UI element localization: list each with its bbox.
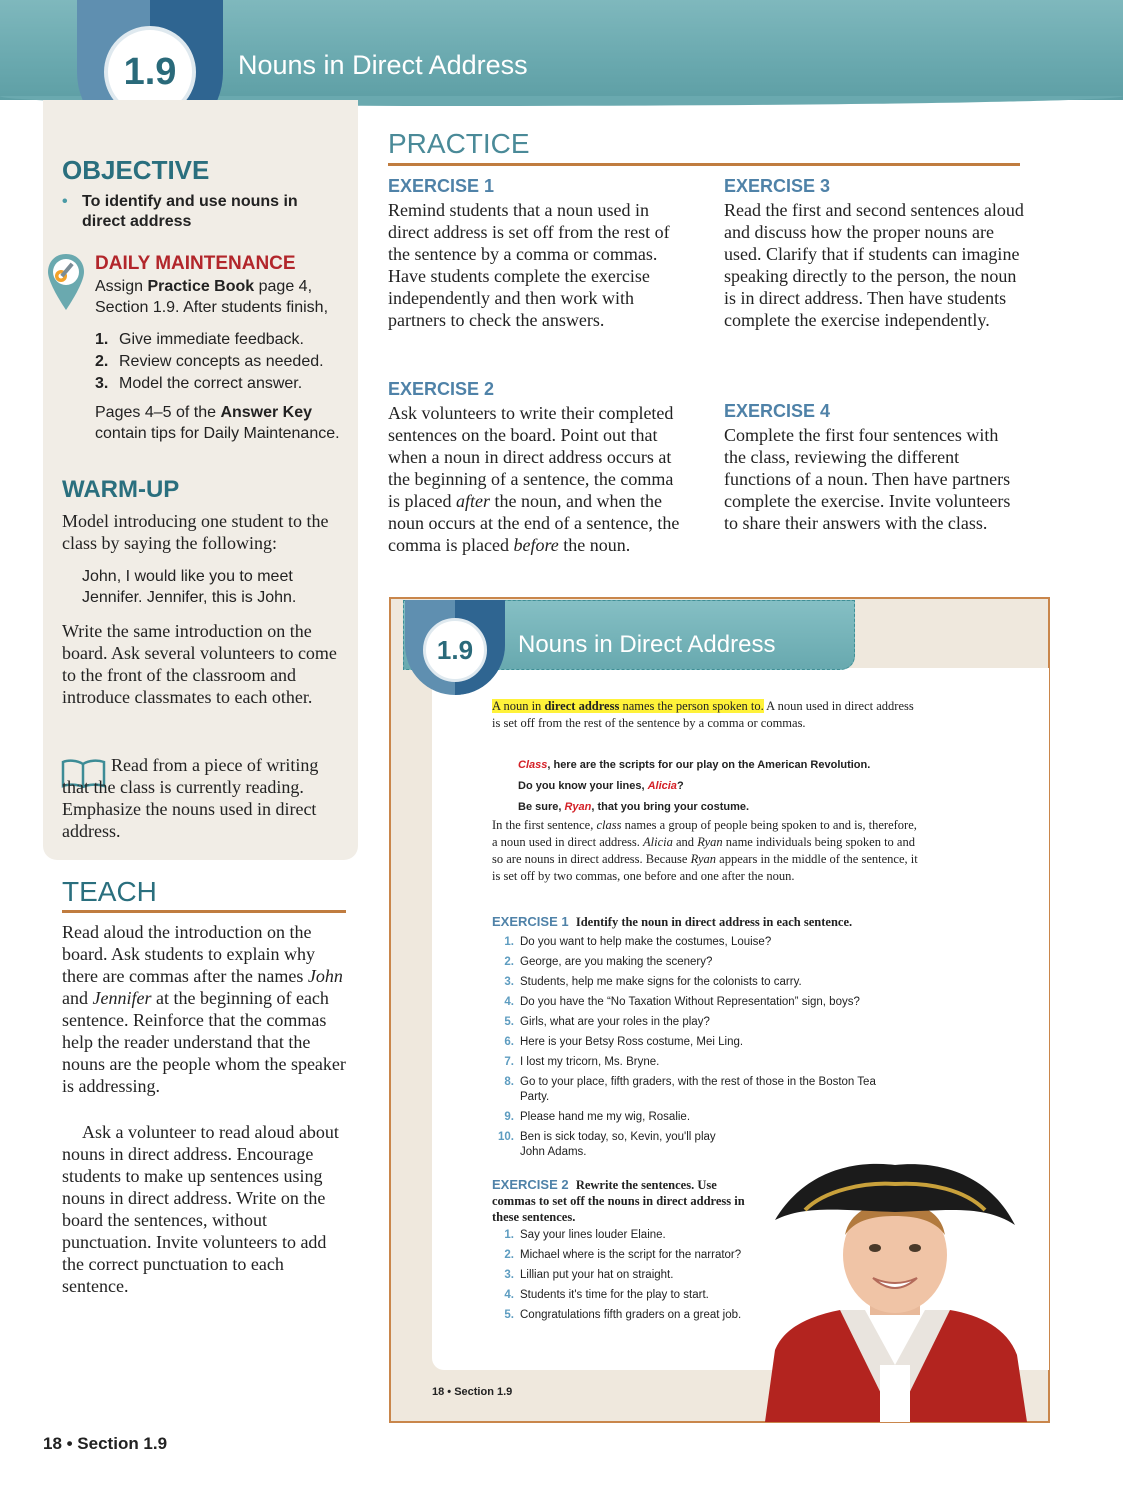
daily-maintenance-heading: DAILY MAINTENANCE [95, 253, 296, 274]
teach-heading: TEACH [62, 876, 157, 907]
student-exercise-2-list [492, 1228, 757, 1328]
list-item: 3. Model the correct answer. [95, 375, 303, 392]
bullet-icon: • [62, 193, 68, 210]
exercise-1-heading: EXERCISE 1 [388, 176, 495, 196]
answer-key-note: Pages 4–5 of the Answer Key contain tips for Daily Maintenance. [95, 404, 340, 442]
student-page-explanation: In the first sentence, class names a group of people being spoken to and is, therefore, a noun used in direct address. Alicia and Ryan name individuals being spoken to and so are nouns in direct address. Because Ryan appears in the middle of the sentence, it is set off by two commas, one before and one after the noun. [492, 818, 918, 883]
example-sentence: Do you know your lines, Alicia? [518, 780, 684, 792]
list-item: 1. Say your lines louder Elaine. [504, 1229, 666, 1241]
example-sentence: Be sure, Ryan, that you bring your costume. [518, 801, 750, 813]
exercise-1-text: Remind students that a noun used in direct address is set off from the rest of the sentence by a comma or commas. Have students complete the exercise independently and then work with partners to check the answers. [388, 200, 670, 330]
exercise-4-text: Complete the first four sentences with the class, reviewing the different functions of a noun. Then have partners complete the exercise. Invite volunteers to share their answers with the class. [724, 425, 1011, 533]
list-item: 5. Girls, what are your roles in the play? [504, 1016, 710, 1028]
student-page-examples [518, 755, 938, 818]
list-item: 10. Ben is sick today, so, Kevin, you'll play John Adams. [498, 1131, 716, 1158]
exercise-4-heading: EXERCISE 4 [724, 401, 831, 421]
exercise-3-text: Read the first and second sentences aloud and discuss how the proper nouns are used. Clarify that if students can imagine speaking directly to the person, the noun is in direct address. Then have students complete the exercise independently. [724, 200, 1024, 330]
list-item: 2. Review concepts as needed. [95, 353, 324, 370]
list-item: 9. Please hand me my wig, Rosalie. [504, 1111, 691, 1123]
list-item: 4. Students it's time for the play to start. [504, 1289, 709, 1301]
divider [388, 163, 1020, 166]
list-item: 4. Do you have the “No Taxation Without Representation” sign, boys? [504, 996, 860, 1008]
list-item: 2. George, are you making the scenery? [504, 956, 713, 968]
student-page-section-number: 1.9 [423, 618, 487, 682]
list-item: 5. Congratulations fifth graders on a great job. [504, 1309, 742, 1321]
warmup-text: Model introducing one student to the class by saying the following: [62, 511, 329, 553]
list-item: 3. Lillian put your hat on straight. [504, 1269, 674, 1281]
list-item: 1. Do you want to help make the costumes, Louise? [504, 936, 772, 948]
colonial-boy-photo [745, 1150, 1045, 1422]
list-item: 1. Give immediate feedback. [95, 331, 304, 348]
list-item: 3. Students, help me make signs for the colonists to carry. [504, 976, 802, 988]
example-sentence: Class, here are the scripts for our play on the American Revolution. [518, 759, 871, 771]
exercise-3-heading: EXERCISE 3 [724, 176, 831, 196]
teach-paragraph-1: Read aloud the introduction on the board. Ask students to explain why there are commas after the names John and Jennifer at the beginning of each sentence. Reinforce that the commas help the reader understand that the nouns are the people whom the speaker is addressing. [62, 922, 346, 1096]
student-exercise-1-list [492, 935, 912, 1165]
objective-heading: OBJECTIVE [62, 155, 210, 185]
teach-paragraph-2: Ask a volunteer to read aloud about nouns in direct address. Encourage students to make up sentences using nouns in direct address. Write on the board the sentences, without punctuation. Invite volunteers to add the correct punctuation to each sentence. [62, 1122, 339, 1296]
section-number: 1.9 [104, 26, 196, 118]
warmup-text-2: Write the same introduction on the board. Ask several volunteers to come to the front of the classroom and introduce classmates to each other. [62, 621, 337, 707]
divider [62, 910, 346, 913]
warmup-quote: John, I would like you to meet Jennifer. Jennifer, this is John. [82, 568, 297, 606]
exercise-2-text: Ask volunteers to write their completed sentences on the board. Point out that when a noun in direct address occurs at the beginning of a sentence, the comma is placed after the noun, and when the noun occurs at the end of a sentence, the comma is placed before the noun. [388, 403, 680, 555]
exercise-2-heading: EXERCISE 2 [388, 379, 495, 399]
student-page-footer: 18 • Section 1.9 [432, 1386, 513, 1398]
page-title: Nouns in Direct Address [238, 50, 528, 80]
list-item: 2. Michael where is the script for the narrator? [504, 1249, 742, 1261]
objective-item: • To identify and use nouns in direct address [62, 193, 298, 230]
daily-maintenance-intro: Assign Practice Book page 4, Section 1.9. After students finish, [95, 278, 329, 316]
list-item: 7. I lost my tricorn, Ms. Bryne. [504, 1056, 660, 1068]
warmup-read-text: Read from a piece of writing that the class is currently reading. Emphasize the nouns used in direct address. [62, 755, 319, 841]
daily-maintenance-steps [95, 329, 350, 395]
practice-heading: PRACTICE [388, 128, 530, 159]
warmup-heading: WARM-UP [62, 476, 180, 503]
student-page-title: Nouns in Direct Address [518, 631, 776, 658]
student-page-intro: A noun in direct address names the person spoken to. A noun used in direct address is set off from the rest of the sentence by a comma or commas. [492, 699, 914, 730]
gear-pin-icon [46, 252, 86, 312]
list-item: 6. Here is your Betsy Ross costume, Mei Ling. [504, 1036, 744, 1048]
student-exercise-1-heading: EXERCISE 1 Identify the noun in direct address in each sentence. [492, 914, 853, 929]
page-footer: 18 • Section 1.9 [43, 1434, 168, 1453]
list-item: 8. Go to your place, fifth graders, with the rest of those in the Boston Tea Party. [504, 1076, 876, 1103]
student-exercise-2-heading: EXERCISE 2 Rewrite the sentences. Use commas to set off the nouns in direct address in these sentences. [492, 1177, 745, 1224]
